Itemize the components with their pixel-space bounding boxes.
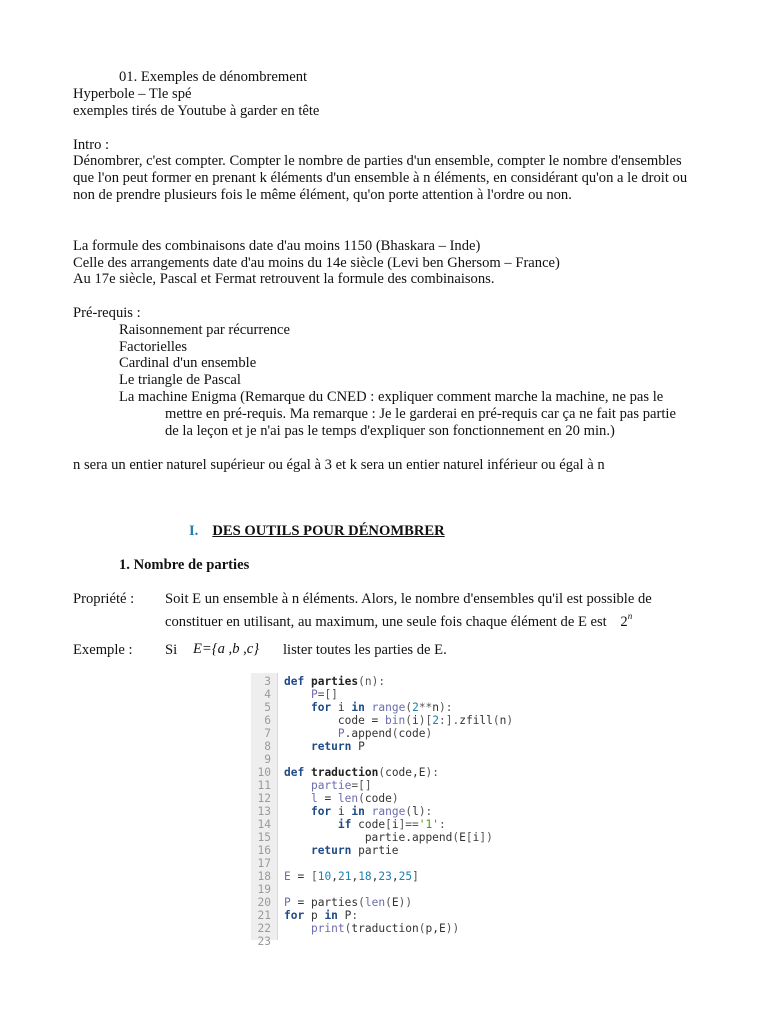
section-title: DES OUTILS POUR DÉNOMBRER [212, 523, 445, 539]
code-line: for i in range(2**n): [310, 701, 453, 714]
prerequisite-item: Cardinal d'un ensemble [119, 355, 257, 371]
prerequisite-item: Le triangle de Pascal [119, 372, 241, 388]
code-line-number: 13 [257, 805, 271, 818]
history-line-3: Au 17e siècle, Pascal et Fermat retrouvent la formule des combinaisons. [73, 271, 495, 287]
example-instruction: lister toutes les parties de E. [283, 642, 447, 658]
prerequisite-item: Raisonnement par récurrence [119, 322, 290, 338]
example-label: Exemple : [73, 642, 133, 658]
property-body [165, 591, 695, 631]
code-line-number: 14 [257, 818, 271, 831]
code-line-number: 15 [257, 831, 271, 844]
code-line: P = parties(len(E)) [284, 896, 413, 909]
code-line-number: 8 [264, 740, 271, 753]
code-line-number: 19 [257, 883, 271, 896]
code-line-number: 18 [257, 870, 271, 883]
formula-exponent: n [627, 610, 633, 621]
code-line-number: 10 [257, 766, 271, 779]
history-line-1: La formule des combinaisons date d'au moins 1150 (Bhaskara – Inde) [73, 238, 481, 254]
code-line: print(traduction(p,E)) [310, 922, 460, 935]
code-line: code = bin(i)[2:].zfill(n) [284, 714, 514, 727]
code-line: for p in P: [284, 909, 359, 922]
subsection-title: 1. Nombre de parties [119, 557, 250, 573]
prerequisites-label: Pré-requis : [73, 305, 141, 321]
code-line-number: 17 [257, 857, 271, 870]
intro-label: Intro : [73, 137, 110, 153]
source-line: exemples tirés de Youtube à garder en tête [73, 103, 320, 119]
code-line: P=[] [310, 688, 338, 701]
code-line-number: 11 [257, 779, 271, 792]
code-line-number: 7 [264, 727, 271, 740]
code-line-number: 21 [257, 909, 271, 922]
section-heading [189, 523, 445, 540]
class-line: Hyperbole – Tle spé [73, 86, 192, 102]
code-line: return P [310, 740, 365, 753]
code-line: partie=[] [310, 779, 372, 792]
code-line-number: 3 [264, 675, 271, 688]
code-line: return partie [310, 844, 399, 857]
hypothesis: n sera un entier naturel supérieur ou égal à 3 et k sera un entier naturel inférieur ou égal à n [73, 457, 605, 473]
example-set: E={a ,b ,c} [193, 641, 260, 657]
code-line: l = len(code) [310, 792, 399, 805]
code-line: P.append(code) [337, 727, 433, 740]
property-label: Propriété : [73, 591, 135, 607]
code-line-number: 23 [257, 935, 271, 948]
code-line-number: 9 [264, 753, 271, 766]
formula-base: 2 [620, 613, 628, 630]
property-formula [620, 610, 633, 630]
code-line-number: 12 [257, 792, 271, 805]
code-line: def parties(n): [284, 675, 386, 688]
example-si: Si [165, 642, 178, 658]
code-line: E = [10,21,18,23,25] [284, 870, 419, 883]
code-line-number: 4 [264, 688, 271, 701]
code-line: def traduction(code,E): [284, 766, 439, 779]
prerequisite-item: Factorielles [119, 339, 188, 355]
code-line-number: 16 [257, 844, 271, 857]
code-line-number: 20 [257, 896, 271, 909]
code-line: if code[i]=='1': [337, 818, 446, 831]
code-screenshot [251, 673, 514, 948]
code-line: partie.append(E[i]) [284, 831, 493, 844]
property-text: Soit E un ensemble à n éléments. Alors, le nombre d'ensembles qu'il est possible de constituer en utilisant, au maximum, une seule fois chaque élément de E est [165, 591, 652, 630]
code-line-number: 5 [264, 701, 271, 714]
code-line-number: 6 [264, 714, 271, 727]
prerequisite-item-enigma: La machine Enigma (Remarque du CNED : expliquer comment marche la machine, ne pas le mettre en pré-requis. Ma remarque : Je le garderai en pré-requis car ça ne fait pas partie de la leçon et je n'ai pas le temps d'expliquer son fonctionnement en 20 min.) [119, 389, 676, 439]
code-line: for i in range(l): [310, 805, 433, 818]
code-line-number: 22 [257, 922, 271, 935]
chapter-title: 01. Exemples de dénombrement [119, 69, 308, 85]
intro-text: Dénombrer, c'est compter. Compter le nombre de parties d'un ensemble, compter le nombre d'ensembles que l'on peut former en prenant k éléments d'un ensemble à n éléments, en considérant qu'on a le droit ou non de prendre plusieurs fois le même élément, qu'on porte attention à l'ordre ou non. [73, 153, 688, 203]
history-line-2: Celle des arrangements date d'au moins du 14e siècle (Levi ben Ghersom – France) [73, 255, 560, 271]
section-number: I. [189, 523, 199, 539]
